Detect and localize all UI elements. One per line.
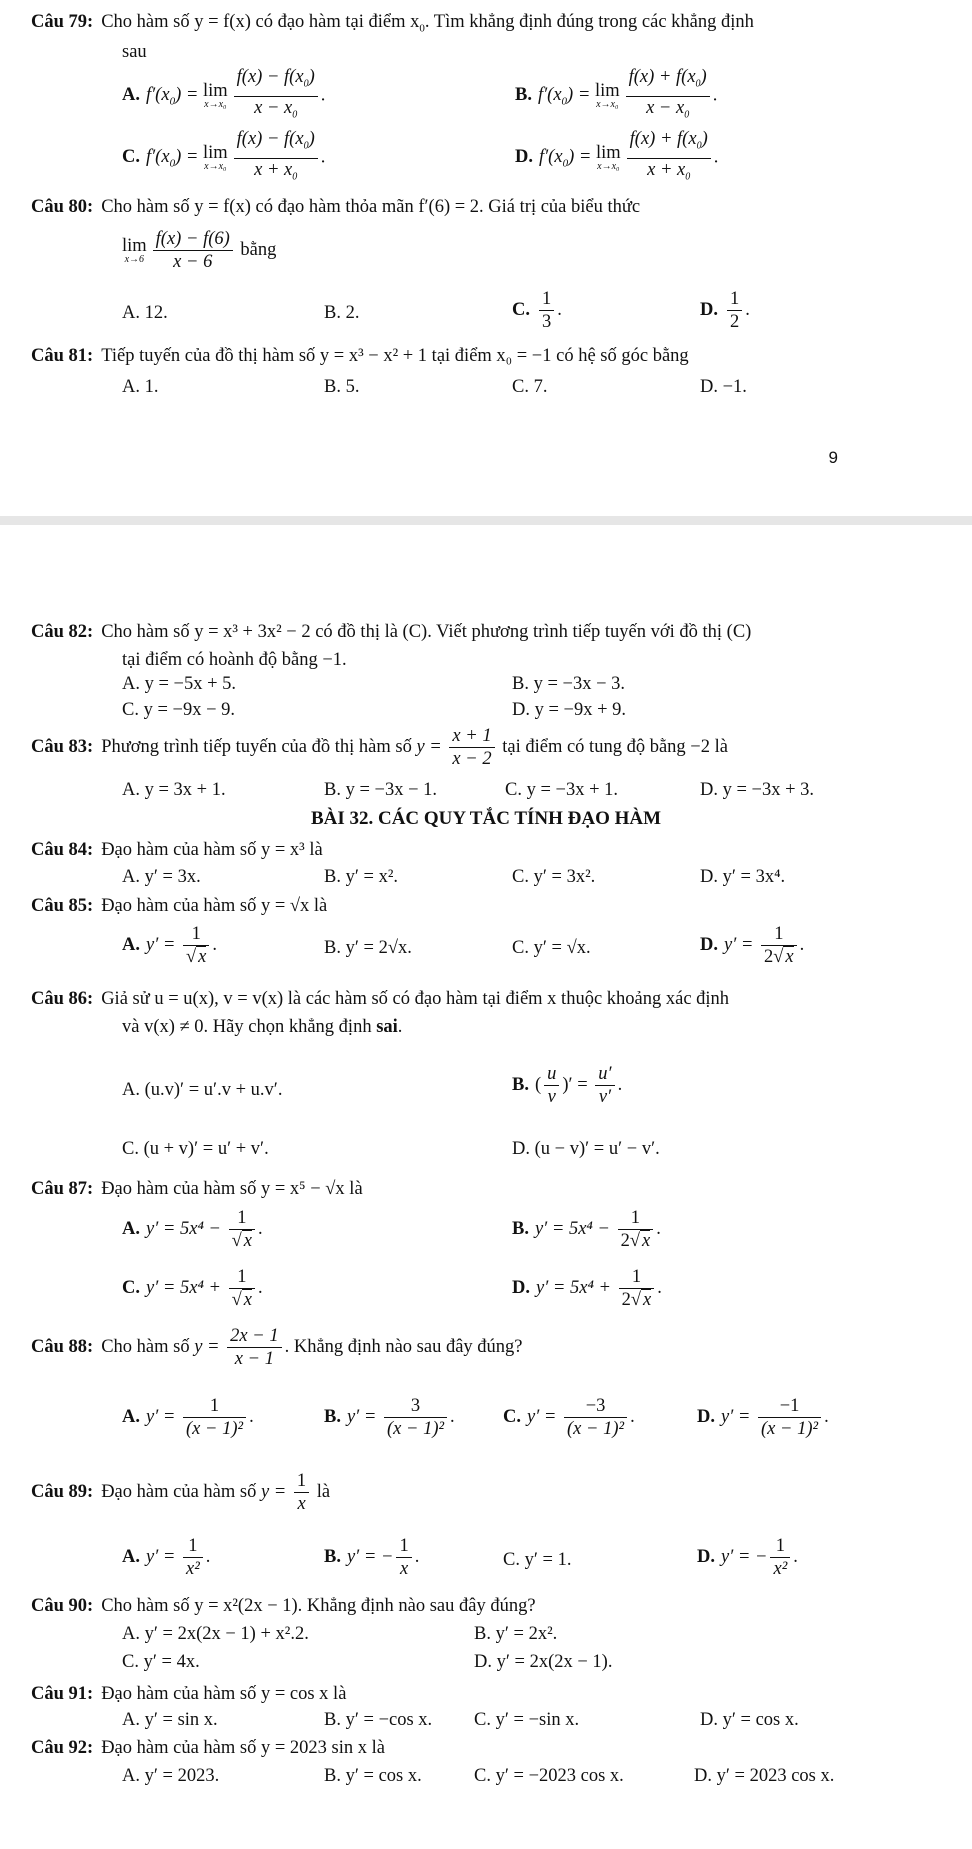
question-label: Câu 82: — [31, 622, 94, 642]
question-86-line2: và v(x) ≠ 0. Hãy chọn khẳng định sai. — [122, 1017, 403, 1037]
question-text-after: tại điểm có tung độ bằng −2 là — [502, 736, 728, 757]
option-88-c[interactable]: C. y′ = $\frac{-3}{\text{(x − 1)²}}$ . — [503, 1396, 635, 1439]
section-heading: BÀI 32. CÁC QUY TẮC TÍNH ĐẠO HÀM — [310, 808, 662, 829]
option-80-c[interactable]: C. $\frac{1}{3}$ . — [512, 289, 562, 332]
option-label: B. — [324, 1406, 341, 1427]
question-79: Câu 79: Cho hàm số y = f(x) có đạo hàm tại điểm $x_0$. Tìm khẳng định đúng trong các khẳng định — [31, 12, 754, 35]
option-88-a[interactable]: A. y′ = $\frac{1}{\text{(x − 1)²}}$ . — [122, 1396, 254, 1439]
page-separator — [0, 516, 972, 525]
option-83-d[interactable]: D. y = −3x + 3. — [700, 780, 815, 800]
option-85-d[interactable]: D. y′ = $\frac{1}{2√ x}$ . — [700, 924, 805, 967]
option-label: C. — [122, 1277, 140, 1298]
question-text: Cho hàm số y = x²(2x − 1). Khẳng định nào sau đây đúng? — [101, 1596, 536, 1616]
option-80-b[interactable]: B. 2. — [324, 303, 360, 323]
option-88-d[interactable]: D. y′ = $\frac{-1}{\text{(x − 1)²}}$ . — [697, 1396, 829, 1439]
option-label: C. — [122, 147, 140, 168]
question-82 — [31, 620, 952, 644]
question-89: Câu 89: Đạo hàm của hàm số y = $\frac{1}{x}$ là — [31, 1471, 331, 1514]
option-82-b[interactable]: B. y = −3x − 3. — [512, 674, 626, 694]
option-80-a[interactable]: A. 12. — [122, 303, 168, 323]
question-label: Câu 88: — [31, 1336, 94, 1357]
option-91-b[interactable]: B. y′ = −cos x. — [324, 1710, 433, 1730]
question-label: Câu 84: — [31, 840, 94, 860]
question-label: Câu 90: — [31, 1596, 94, 1616]
option-82-d[interactable]: D. y = −9x + 9. — [512, 700, 627, 720]
question-92 — [31, 1736, 952, 1760]
question-text-after: là — [316, 1481, 331, 1502]
option-label: B. — [324, 1546, 341, 1567]
question-text: Cho hàm số y = f(x) có đạo hàm thỏa mãn f′(6) = 2. Giá trị của biểu thức — [101, 197, 641, 217]
option-84-a[interactable]: A. y′ = 3x. — [122, 867, 201, 887]
question-87 — [31, 1177, 952, 1201]
question-label: Câu 92: — [31, 1738, 94, 1758]
option-84-b[interactable]: B. y′ = x². — [324, 867, 398, 887]
question-text: Đạo hàm của hàm số — [101, 1481, 257, 1502]
option-92-d[interactable]: D. y′ = 2023 cos x. — [694, 1766, 835, 1786]
question-text: Đạo hàm của hàm số y = 2023 sin x là — [101, 1738, 385, 1758]
question-90 — [31, 1594, 952, 1618]
option-label: B. — [515, 85, 532, 106]
option-86-d[interactable]: D. (u − v)′ = u′ − v′. — [512, 1139, 660, 1159]
option-82-a[interactable]: A. y = −5x + 5. — [122, 674, 237, 694]
option-label: A. — [122, 1406, 140, 1427]
option-label: A. — [122, 1218, 140, 1239]
option-86-c[interactable]: C. (u + v)′ = u′ + v′. — [122, 1139, 269, 1159]
option-89-d[interactable]: D. y′ = − $\frac{1}{\text{x²}}$ . — [697, 1536, 798, 1579]
question-emphasis: sai — [376, 1017, 398, 1037]
question-label: Câu 89: — [31, 1481, 94, 1502]
question-83: Câu 83: Phương trình tiếp tuyến của đồ thị hàm số y = $\frac{x + 1}{x - 2}$ tại điểm có tung độ bằng −2 là — [31, 726, 728, 769]
option-79-d[interactable]: D. $f'(x_0) = \lim$ x→x₀ $\frac{f(x) + f(x_0)}{x + x_0}$ . — [515, 129, 719, 183]
question-tail: bằng — [240, 239, 277, 260]
option-89-a[interactable]: A. y′ = $\frac{1}{\text{x²}}$ . — [122, 1536, 211, 1579]
question-text: Đạo hàm của hàm số y = cos x là — [101, 1684, 347, 1704]
question-label: Câu 91: — [31, 1684, 94, 1704]
question-label: Câu 80: — [31, 197, 94, 217]
question-86 — [31, 987, 952, 1011]
question-label: Câu 87: — [31, 1179, 94, 1199]
question-80-expression: lim x→6 $\frac{f(x) - f(6)}{x - 6}$ bằng — [122, 229, 277, 272]
option-87-a[interactable]: A. y′ = 5x⁴ − $\frac{1}{√ x}$ . — [122, 1208, 263, 1251]
question-text: Cho hàm số — [101, 1336, 190, 1357]
question-text: Cho hàm số y = x³ + 3x² − 2 có đồ thị là (C). Viết phương trình tiếp tuyến với đồ thị (C) — [101, 622, 752, 642]
option-81-c[interactable]: C. 7. — [512, 377, 548, 397]
option-79-b[interactable]: B. $f'(x_0) = \lim$ x→x₀ $\frac{f(x) + f(x_0)}{x - x_0}$ . — [515, 67, 718, 121]
option-90-d[interactable]: D. y′ = 2x(2x − 1). — [474, 1652, 613, 1672]
page-number: 9 — [828, 448, 838, 467]
option-label: A. — [122, 85, 140, 106]
option-label: D. — [515, 147, 533, 168]
option-label: D. — [512, 1277, 530, 1298]
question-text: Đạo hàm của hàm số y = x⁵ − √x là — [101, 1179, 363, 1199]
option-87-c[interactable]: C. y′ = 5x⁴ + $\frac{1}{√ x}$ . — [122, 1267, 263, 1310]
question-84 — [31, 838, 952, 862]
option-87-b[interactable]: B. y′ = 5x⁴ − $\frac{1}{2√ x}$ . — [512, 1208, 661, 1251]
option-85-a[interactable]: A. y′ = $\frac{1}{√ x}$ . — [122, 924, 217, 967]
question-81 — [31, 344, 952, 368]
question-text: Đạo hàm của hàm số y = x³ là — [101, 840, 323, 860]
question-label: Câu 86: — [31, 989, 94, 1009]
option-81-b[interactable]: B. 5. — [324, 377, 360, 397]
option-89-c[interactable]: C. y′ = 1. — [503, 1550, 572, 1570]
page-9 — [0, 0, 972, 516]
option-label: B. — [512, 1074, 529, 1095]
question-text-after: . Khẳng định nào sau đây đúng? — [284, 1336, 523, 1357]
option-81-d[interactable]: D. −1. — [700, 377, 747, 397]
option-79-a[interactable]: A. $f'(x_0) = \lim$ x→x₀ $\frac{f(x) - f(x_0)}{x - x_0}$ . — [122, 67, 326, 121]
option-label: C. — [512, 299, 530, 320]
question-label: Câu 85: — [31, 896, 94, 916]
option-86-a[interactable]: A. (u.v)′ = u′.v + u.v′. — [122, 1080, 283, 1100]
question-82-line2: tại điểm có hoành độ bằng −1. — [122, 650, 347, 670]
question-label: Câu 81: — [31, 346, 94, 366]
option-89-b[interactable]: B. y′ = − $\frac{1}{x}$ . — [324, 1536, 420, 1579]
question-text: Cho hàm số y = f(x) có đạo hàm tại điểm x — [101, 12, 420, 32]
question-91 — [31, 1682, 952, 1706]
option-80-d[interactable]: D. $\frac{1}{2}$ . — [700, 289, 750, 332]
question-label: Câu 83: — [31, 736, 94, 757]
question-text-after: . Tìm khẳng định đúng trong các khẳng định — [424, 12, 754, 32]
option-87-d[interactable]: D. y′ = 5x⁴ + $\frac{1}{2√ x}$ . — [512, 1267, 662, 1310]
option-79-c[interactable]: C. $f'(x_0) = \lim$ x→x₀ $\frac{f(x) - f(x_0)}{x + x_0}$ . — [122, 129, 326, 183]
option-91-a[interactable]: A. y′ = sin x. — [122, 1710, 218, 1730]
question-80 — [31, 195, 952, 219]
option-label: D. — [700, 934, 718, 955]
question-label: Câu 79: — [31, 12, 94, 32]
option-label: D. — [697, 1546, 715, 1567]
option-83-c[interactable]: C. y = −3x + 1. — [505, 780, 619, 800]
page-10 — [0, 525, 972, 1849]
question-text: Giả sử u = u(x), v = v(x) là các hàm số có đạo hàm tại điểm x thuộc khoảng xác định — [101, 989, 730, 1009]
option-81-a[interactable]: A. 1. — [122, 377, 159, 397]
question-88: Câu 88: Cho hàm số y = $\frac{2x - 1}{x - 1}$ . Khẳng định nào sau đây đúng? — [31, 1326, 523, 1369]
option-84-c[interactable]: C. y′ = 3x². — [512, 867, 596, 887]
option-label: C. — [503, 1406, 521, 1427]
question-text: Đạo hàm của hàm số y = √x là — [101, 896, 328, 916]
option-label: B. — [512, 1218, 529, 1239]
question-79-line2: sau — [122, 42, 147, 62]
option-83-a[interactable]: A. y = 3x + 1. — [122, 780, 226, 800]
option-90-c[interactable]: C. y′ = 4x. — [122, 1652, 200, 1672]
option-90-b[interactable]: B. y′ = 2x². — [474, 1624, 558, 1644]
option-92-b[interactable]: B. y′ = cos x. — [324, 1766, 422, 1786]
option-85-b[interactable]: B. y′ = 2√x. — [324, 938, 412, 958]
option-92-a[interactable]: A. y′ = 2023. — [122, 1766, 220, 1786]
option-92-c[interactable]: C. y′ = −2023 cos x. — [474, 1766, 624, 1786]
option-85-c[interactable]: C. y′ = √x. — [512, 938, 591, 958]
option-90-a[interactable]: A. y′ = 2x(2x − 1) + x².2. — [122, 1624, 309, 1644]
option-82-c[interactable]: C. y = −9x − 9. — [122, 700, 236, 720]
option-label: D. — [700, 299, 718, 320]
option-91-c[interactable]: C. y′ = −sin x. — [474, 1710, 580, 1730]
option-label: D. — [697, 1406, 715, 1427]
option-label: A. — [122, 934, 140, 955]
question-text-line2: và v(x) ≠ 0. Hãy chọn khẳng định — [122, 1017, 372, 1037]
option-label: A. — [122, 1546, 140, 1567]
option-83-b[interactable]: B. y = −3x − 1. — [324, 780, 438, 800]
option-84-d[interactable]: D. y′ = 3x⁴. — [700, 867, 786, 887]
question-text: Tiếp tuyến của đồ thị hàm số y = x³ − x² + 1 tại điểm x₀ = −1 có hệ số góc bằng — [101, 346, 689, 366]
option-86-b[interactable]: B. ( $\frac{u}{v}$ )′ = $\frac{u'}{v'}$ . — [512, 1064, 623, 1107]
option-91-d[interactable]: D. y′ = cos x. — [700, 1710, 799, 1730]
question-85 — [31, 894, 952, 918]
question-text: Phương trình tiếp tuyến của đồ thị hàm số — [101, 736, 412, 757]
option-88-b[interactable]: B. y′ = $\frac{3}{\text{(x − 1)²}}$ . — [324, 1396, 455, 1439]
